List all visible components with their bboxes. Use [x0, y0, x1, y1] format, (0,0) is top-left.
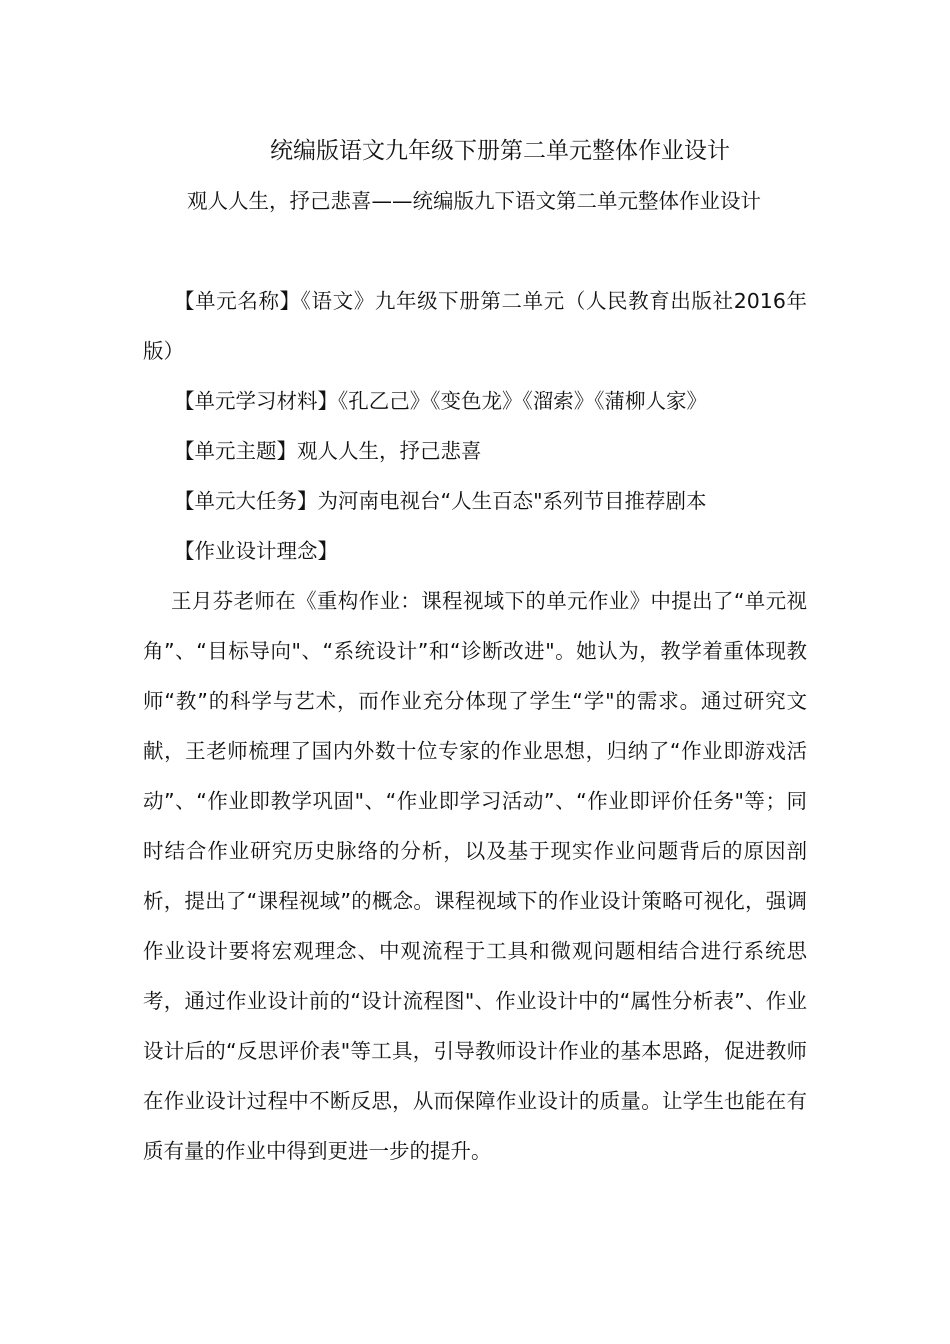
- unit-theme-line: 【单元主题】观人人生，抒己悲喜: [174, 439, 482, 463]
- document-title: 统编版语文九年级下册第二单元整体作业设计: [270, 138, 730, 164]
- document-subtitle: 观人人生，抒己悲喜——统编版九下语文第二单元整体作业设计: [187, 189, 761, 213]
- unit-materials-line: 【单元学习材料】《孔乙己》《变色龙》《溜索》《蒲柳人家》: [174, 389, 707, 413]
- design-concept-paragraph: 王月芬老师在《重构作业：课程视域下的单元作业》中提出了“单元视角”、“目标导向"、“系统设计”和“诊断改进"。她认为，教学着重体现教师“教”的科学与艺术，而作业充分体现了学生“学"的需求。通过研究文献，王老师梳理了国内外数十位专家的作业思想，归纳了“作业即游戏活动”、“作业即教学巩固"、“作业即学习活动”、“作业即评价任务"等；同时结合作业研究历史脉络的分析，以及基于现实作业问题背后的原因剖析，提出了“课程视域”的概念。课程视域下的作业设计策略可视化，强调作业设计要将宏观理念、中观流程于工具和微观问题相结合进行系统思考，通过作业设计前的“设计流程图"、作业设计中的“属性分析表”、作业设计后的“反思评价表"等工具，引导教师设计作业的基本思路，促进教师在作业设计过程中不断反思，从而保障作业设计的质量。让学生也能在有质有量的作业中得到更进一步的提升。: [143, 589, 807, 1163]
- unit-task-line: 【单元大任务】为河南电视台“人生百态"系列节目推荐剧本: [174, 489, 707, 513]
- design-concept-heading: 【作业设计理念】: [174, 539, 338, 563]
- unit-name-line: 【单元名称】《语文》九年级下册第二单元（人民教育出版社2016年版）: [143, 289, 807, 363]
